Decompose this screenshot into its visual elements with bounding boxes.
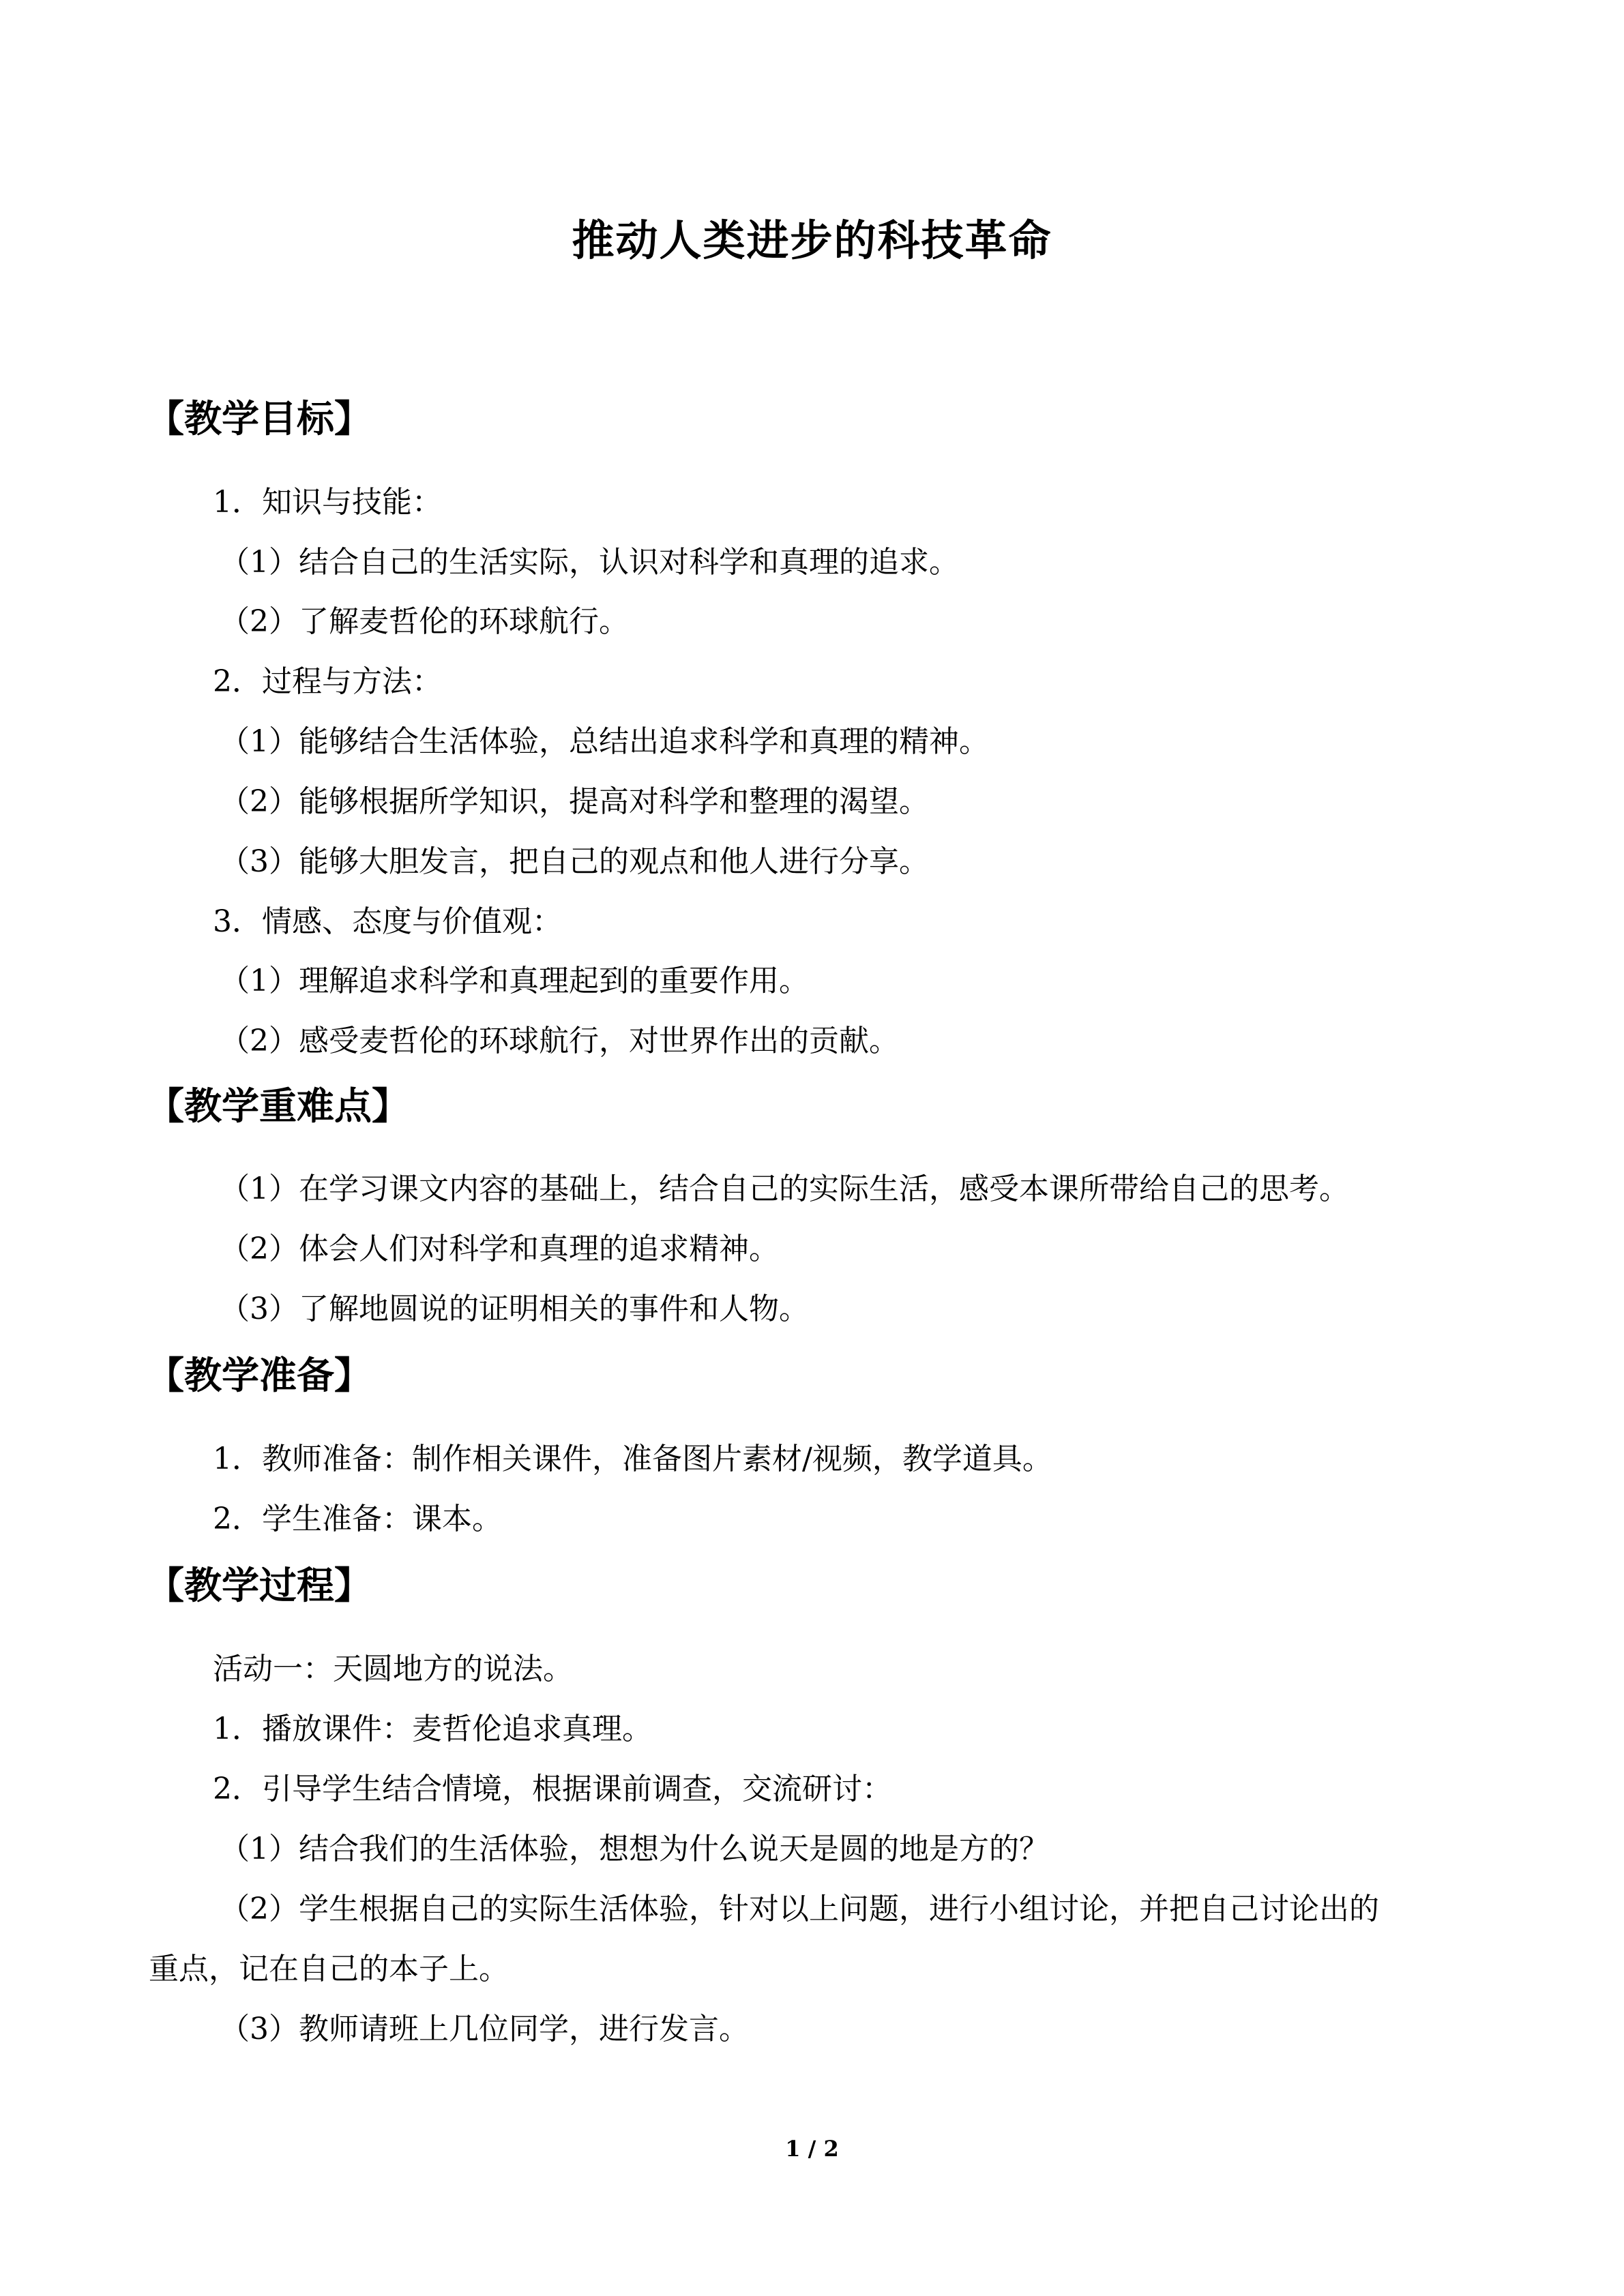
objective-line: （1）能够结合生活体验，总结出追求科学和真理的精神。 <box>220 724 989 759</box>
objective-line: 2．过程与方法： <box>213 664 442 699</box>
process-line: 1．播放课件：麦哲伦追求真理。 <box>213 1712 652 1746</box>
section-heading-process: 【教学过程】 <box>147 1563 372 1607</box>
key-point-line: （3）了解地圆说的证明相关的事件和人物。 <box>220 1292 809 1326</box>
key-point-line: （1）在学习课文内容的基础上，结合自己的实际生活，感受本课所带给自己的思考。 <box>220 1172 1349 1206</box>
objective-line: （2）感受麦哲伦的环球航行，对世界作出的贡献。 <box>220 1024 899 1058</box>
objective-line: 1．知识与技能： <box>213 485 442 520</box>
page-number: 1 / 2 <box>785 2136 839 2162</box>
process-line: （3）教师请班上几位同学，进行发言。 <box>220 2012 749 2046</box>
process-line: 活动一：天圆地方的说法。 <box>213 1652 573 1686</box>
preparation-line: 2．学生准备：课本。 <box>213 1502 502 1536</box>
process-line: （2）学生根据自己的实际生活体验，针对以上问题，进行小组讨论，并把自己讨论出的 <box>220 1892 1379 1926</box>
section-heading-objectives: 【教学目标】 <box>147 396 372 441</box>
section-heading-key-points: 【教学重难点】 <box>147 1084 410 1128</box>
section-heading-preparation: 【教学准备】 <box>147 1353 372 1397</box>
objective-line: （2）能够根据所学知识，提高对科学和整理的渴望。 <box>220 784 929 819</box>
objective-line: （2）了解麦哲伦的环球航行。 <box>220 604 629 639</box>
process-line: （1）结合我们的生活体验，想想为什么说天是圆的地是方的？ <box>220 1832 1049 1866</box>
objective-line: 3．情感、态度与价值观： <box>213 904 562 939</box>
preparation-line: 1．教师准备：制作相关课件，准备图片素材/视频，教学道具。 <box>213 1442 1052 1476</box>
process-line: 2．引导学生结合情境，根据课前调查，交流研讨： <box>213 1772 892 1806</box>
objective-line: （1）理解追求科学和真理起到的重要作用。 <box>220 964 809 998</box>
process-line: 重点，记在自己的本子上。 <box>149 1952 509 1986</box>
document-title: 推动人类进步的科技革命 <box>572 215 1052 265</box>
objective-line: （3）能够大胆发言，把自己的观点和他人进行分享。 <box>220 844 929 879</box>
key-point-line: （2）体会人们对科学和真理的追求精神。 <box>220 1232 779 1266</box>
objective-line: （1）结合自己的生活实际，认识对科学和真理的追求。 <box>220 545 959 580</box>
